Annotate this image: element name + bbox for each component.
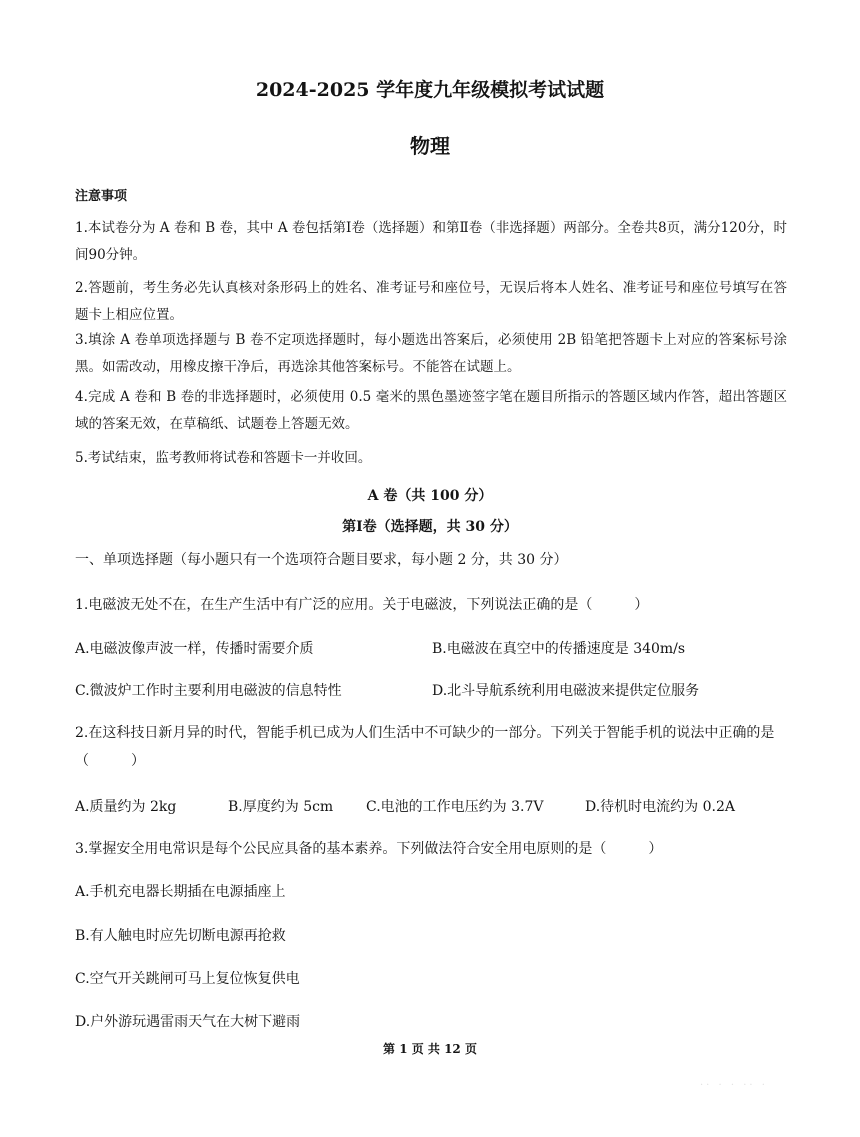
question-2-stem: 2.在这科技日新月异的时代，智能手机已成为人们生活中不可缺少的一部分。下列关于智能手机的说法中正确的是（ ） [75, 725, 775, 769]
section-a-title: A 卷（共 100 分） [367, 488, 493, 504]
question-1-stem: 1.电磁波无处不在，在生产生活中有广泛的应用。关于电磁波，下列说法正确的是（ ） [75, 597, 649, 613]
question-1-option-b: B.电磁波在真空中的传播速度是 340m/s [432, 641, 686, 657]
question-2-option-c: C.电池的工作电压约为 3.7V [366, 799, 544, 815]
notice-item-4: 4.完成 A 卷和 B 卷的非选择题时，必须使用 0.5 毫米的黑色墨迹签字笔在题目所指示的答题区域内作答，超出答题区域的答案无效，在草稿纸、试题卷上答题无效。 [75, 389, 787, 432]
question-3-option-a: A.手机充电器长期插在电源插座上 [75, 884, 286, 900]
notice-item-1: 1.本试卷分为 A 卷和 B 卷，其中 A 卷包括第Ⅰ卷（选择题）和第Ⅱ卷（非选择题）两部分。全卷共8页，满分120分，时间90分钟。 [75, 220, 787, 263]
notice-item-2: 2.答题前，考生务必先认真核对条形码上的姓名、准考证号和座位号，无误后将本人姓名、准考证号和座位号填写在答题卡上相应位置。 [75, 280, 787, 323]
page-number-footer: 第 1 页 共 12 页 [383, 1042, 477, 1056]
faint-watermark: ·· · · ·· · [700, 1080, 768, 1091]
question-3-option-b: B.有人触电时应先切断电源再抢救 [75, 928, 286, 944]
question-1-option-d: D.北斗导航系统利用电磁波来提供定位服务 [432, 683, 700, 699]
question-3-option-c: C.空气开关跳闸可马上复位恢复供电 [75, 971, 300, 987]
question-1-option-c: C.微波炉工作时主要利用电磁波的信息特性 [75, 683, 342, 699]
part-1-title: 第Ⅰ卷（选择题，共 30 分） [342, 519, 518, 535]
question-3-option-d: D.户外游玩遇雷雨天气在大树下避雨 [75, 1014, 301, 1030]
notice-item-5: 5.考试结束，监考教师将试卷和答题卡一并收回。 [75, 450, 372, 466]
question-2-option-b: B.厚度约为 5cm [228, 799, 334, 815]
question-3-stem: 3.掌握安全用电常识是每个公民应具备的基本素养。下列做法符合安全用电原则的是（ ） [75, 841, 663, 857]
question-2-option-a: A.质量约为 2kg [75, 799, 177, 815]
question-1-option-a: A.电磁波像声波一样，传播时需要介质 [75, 641, 314, 657]
notice-heading: 注意事项 [75, 189, 128, 204]
notice-item-3: 3.填涂 A 卷单项选择题与 B 卷不定项选择题时，每小题选出答案后，必须使用 2B 铅笔把答题卡上对应的答案标号涂黑。如需改动，用橡皮擦干净后，再选涂其他答案标号。不能答在试题上。 [75, 332, 787, 375]
section-instruction: 一、单项选择题（每小题只有一个选项符合题目要求，每小题 2 分，共 30 分） [75, 552, 568, 568]
subject-title: 物理 [410, 134, 450, 158]
question-2-option-d: D.待机时电流约为 0.2A [585, 799, 736, 815]
exam-title: 2024-2025 学年度九年级模拟考试试题 [255, 79, 605, 101]
